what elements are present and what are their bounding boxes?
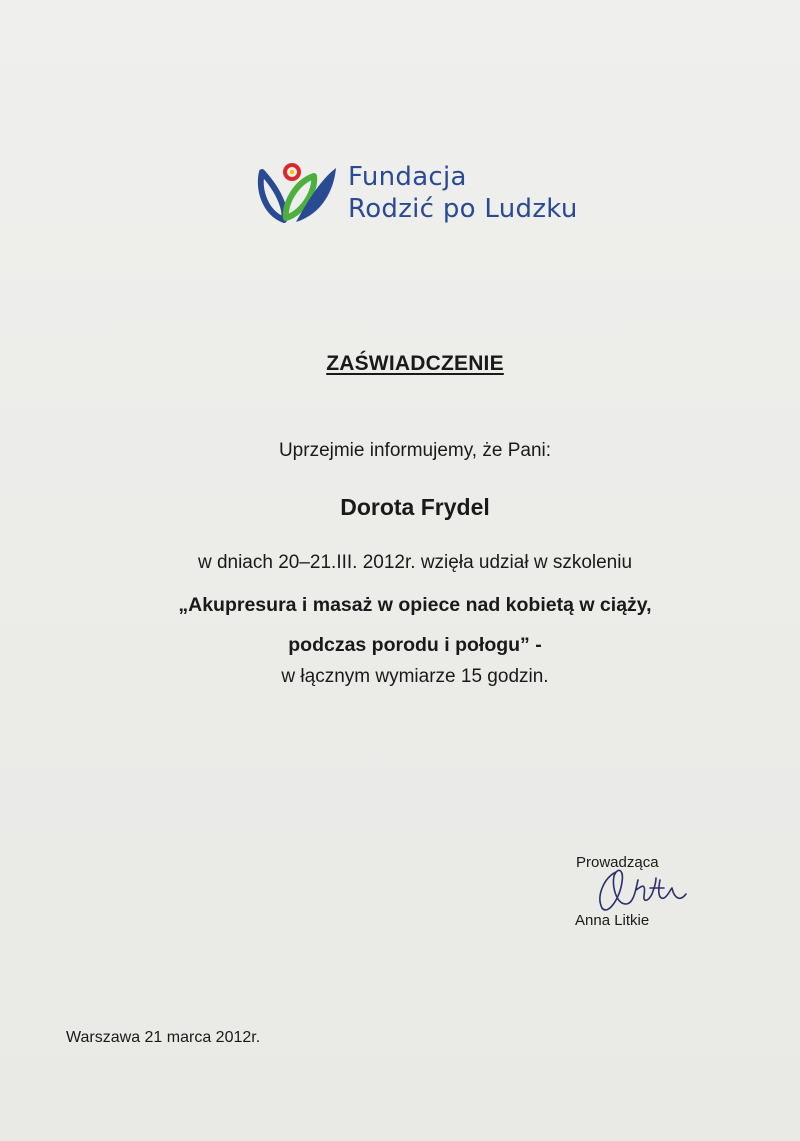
place-and-date: Warszawa 21 marca 2012r. — [66, 1029, 261, 1046]
dates-text: w dniach 20–21.III. 2012r. wzięła udział w szkoleniu — [197, 552, 633, 573]
signature-block — [574, 852, 714, 942]
foundation-name-line1: Fundacja — [348, 162, 467, 192]
course-title-line2: podczas porodu i połogu” - — [288, 634, 542, 656]
recipient-name: Dorota Frydel — [340, 494, 490, 520]
handwritten-signature — [586, 858, 696, 918]
hours-text: w łącznym wymiarze 15 godzin. — [281, 666, 549, 687]
signature-name: Anna Litkie — [575, 912, 650, 929]
foundation-name-line2: Rodzić po Ludzku — [348, 194, 578, 224]
foundation-logo — [256, 160, 578, 226]
course-title-line1: „Akupresura i masaż w opiece nad kobietą w ciąży, — [178, 594, 652, 616]
foundation-logo-icon — [256, 160, 340, 226]
intro-text: Uprzejmie informujemy, że Pani: — [278, 440, 552, 461]
document-title: ZAŚWIADCZENIE — [326, 352, 504, 375]
foundation-name — [348, 161, 578, 225]
signature-role: Prowadząca — [576, 854, 659, 871]
